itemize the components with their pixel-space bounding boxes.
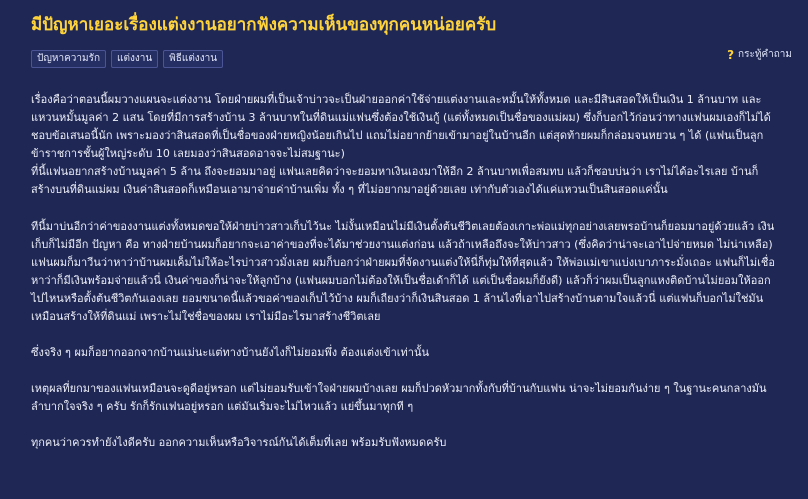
tag-list — [31, 50, 223, 68]
post-body — [31, 91, 777, 471]
question-topic-label: กระทู้คำถาม — [738, 49, 792, 60]
post-paragraph-2: ทีนี้มาบ่นอีกว่าค่าของงานแต่งทั้งหมดขอให้ฝ่ายบ่าวสาวเก็บไว้นะ ไม่งั้นเหมือนไม่มีเงินตั้งต้นชีวิตเลยต้องเกาะพ่อแม่ทุกอย่างเลยพรอบ้านก็ยอมมาอยู่ด้วยแล้ว เงินเก็บก็ไม่มีอีก ปัญหา คือ ทางฝ่ายบ้านผมก็อยากจะเอาค่าของที่จะได้มาช่วยงานแต่งก่อน แล้วถ้าเหลือถึงจะให้บ่าวสาว (ซึ่งคิดว่าน่าจะเอาไปจ่ายหมด ไม่น่าเหลือ) แฟนผมก็มาวีนว่าหาว่าบ้านผมเค็มไม่ให้อะไรบ่าวสาวมั่งเลย ผมก็บอกว่าฝ่ายผมที่จัดงานแต่งให้นี่ก็ทุ่มให้ที่สุดแล้ว ให้พ่อแม่เขาแบ่งเบาภาระมั่งเถอะ แฟนก็ไม่เชื่อหาว่าก็มีเงินพร้อมจ่ายแล้วนี่ เงินค่าของก็น่าจะให้ลูกบ้าง (แฟนผมบอกไม่ต้องให้เป็นชื่อเด้าก็ได้ แต่เป็นชื่อผมก็ยังดี) แล้วก็ว่าผมเป็นลูกแหงติดบ้านไม่ยอมให้ออกไปไหนหรือตั้งต้นชีวิตกันเองเลย ยอมขนาดนี้แล้วขอค่าของเก็บไว้บ้าง ผมก็เถียงว่าก็เงินสินสอด 1 ล้านไงที่เอาไปสร้างบ้านตามใจแล้วนี่ แต่แฟนก็บอกไม่ใช่มันเหมือนสร้างให้ที่ดินแม่ เพราะไม่ใช่ชื่อของผม เราไม่มีอะไรมาสร้างชีวิตเลย — [31, 219, 775, 324]
tag-wedding[interactable]: แต่งงาน — [111, 50, 158, 68]
post-paragraph-5: ทุกคนว่าควรทำยังไงดีครับ ออกความเห็นหรือวิจารณ์กันได้เต็มที่เลย พร้อมรับฟังหมดครับ — [31, 436, 447, 450]
post-paragraph-3: ซึ่งจริง ๆ ผมก็อยากออกจากบ้านแม่นะแต่ทางบ้านยังไงก็ไม่ยอมพึ่ง ต้องแต่งเข้าเท่านั้น — [31, 346, 430, 360]
topic-title: มีปัญหาเยอะเรื่องแต่งงานอยากฟังความเห็นของทุกคนหน่อยครับ — [31, 15, 497, 35]
question-icon: ? — [727, 47, 735, 62]
post-paragraph-1: เรื่องคือว่าตอนนี้ผมวางแผนจะแต่งงาน โดยฝ่ายผมที่เป็นเจ้าบ่าวจะเป็นฝ่ายออกค่าใช้จ่ายแต่งงานและหมั้นให้ทั้งหมด และมีสินสอดให้เป็นเงิน 1 ล้านบาท และแหวนหมั้นมูลค่า 2 แสน โดยที่มีการสร้างบ้าน 3 ล้านบาทในที่ดินแม่แฟนซึ่งต้องใช้เงินกู้ (แต่ทั้งหมดเป็นชื่อของแม่ผม) ซึ่งก็บอกไว้ก่อนว่าทางแฟนผมเองก็ไม่ได้ชอบข้อเสนอนี้นัก เพราะมองว่าสินสอดที่เป็นชื่อของฝ่ายหญิงน้อยเกินไป แถมไม่อยากย้ายเข้ามาอยู่ในบ้านอีก แต่สุดท้ายผมก็กล่อมจนหยวน ๆ ได้ (แฟนเป็นลูกข้าราชการชั้นผู้ใหญ่ระดับ 10 เลยมองว่าสินสอดอาจจะไม่สมฐานะ) ที่นี้แฟนอยากสร้างบ้านมูลค่า 5 ล้าน ถึงจะยอมมาอยู่ แฟนเลยคิดว่าจะยอมหาเงินเองมาให้อีก 2 ล้านบาทเพื่อสมทบ แล้วก็ชอบบ่นว่า เราไม่ได้อะไรเลย บ้านก็สร้างบนที่ดินแม่ผม เงินค่าสินสอดก็เหมือนเอามาจ่ายค่าบ้านเพิ่ม ทั้ง ๆ ที่ไม่อยากมาอยู่ด้วยเลย เท่ากับตัวเองได้แค่แหวนเป็นสินสอดแค่นั้น — [31, 93, 771, 197]
tag-wedding-ceremony[interactable]: พิธีแต่งงาน — [163, 50, 223, 68]
post-paragraph-4: เหตุผลที่ยกมาของแฟนเหมือนจะดูดีอยู่หรอก แต่ไม่ยอมรับเข้าใจฝ่ายผมบ้างเลย ผมก็ปวดหัวมากทั้งกับที่บ้านกับแฟน น่าจะไม่ยอมกันง่าย ๆ ในฐานะคนกลางมันลำบากใจจริง ๆ ครับ รักก็รักแฟนอยู่หรอก แต่มันเริ่มจะไม่ไหวแล้ว แย่ขึ้นมาทุกที ๆ — [31, 382, 767, 414]
question-topic-badge[interactable] — [727, 47, 792, 62]
tag-love-problem[interactable]: ปัญหาความรัก — [31, 50, 106, 68]
